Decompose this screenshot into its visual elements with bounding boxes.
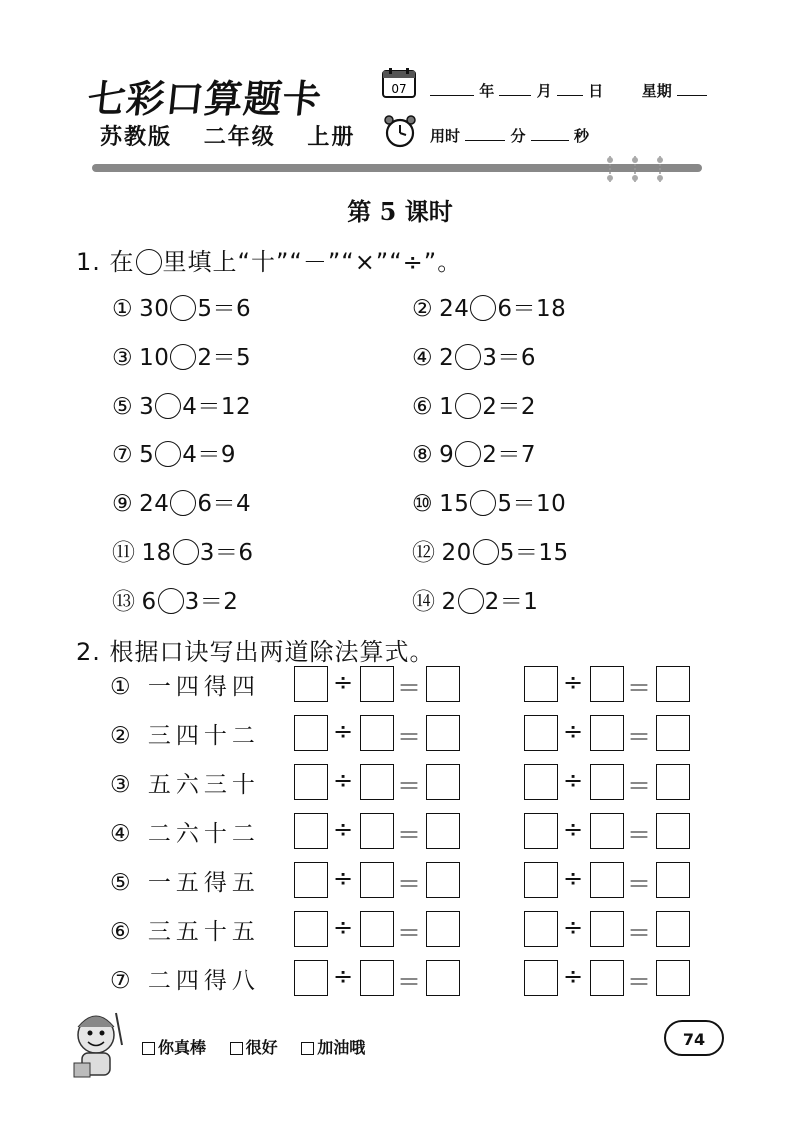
multiplication-rhyme: ⑥ 三五十五 (110, 919, 260, 945)
equation-number: ⑩ (412, 491, 434, 518)
equation-number: ⑨ (112, 491, 134, 518)
quotient-box[interactable] (656, 666, 690, 702)
division-sign: ÷ (332, 864, 354, 892)
operator-answer-circle[interactable] (155, 441, 181, 467)
division-sign: ÷ (562, 815, 584, 843)
question-1-suffix: 里填上“十”“－”“×”“÷”。 (162, 248, 463, 276)
division-sign: ÷ (562, 962, 584, 990)
divisor-box[interactable] (360, 911, 394, 947)
operator-answer-circle[interactable] (470, 295, 496, 321)
divisor-box[interactable] (590, 911, 624, 947)
equation-right-side: 3＝6 (482, 344, 537, 371)
dividend-box[interactable] (524, 960, 558, 996)
weekday-label: 星期 (641, 82, 672, 100)
dividend-box[interactable] (294, 813, 328, 849)
divisor-box[interactable] (360, 764, 394, 800)
edition-info (100, 120, 377, 151)
rating-option-good[interactable]: 很好 (230, 1038, 278, 1057)
quotient-box[interactable] (656, 862, 690, 898)
equation-right-side: 2＝5 (197, 344, 252, 371)
equals-sign: ＝ (397, 919, 421, 947)
dividend-box[interactable] (294, 862, 328, 898)
question-2-title: 2. 根据口诀写出两道除法算式。 (76, 638, 435, 666)
second-label: 秒 (573, 127, 589, 145)
divisor-box[interactable] (590, 813, 624, 849)
equation-right-side: 3＝6 (199, 540, 254, 566)
question-1-title (76, 242, 462, 277)
equals-sign: ＝ (627, 821, 651, 849)
equation-item (412, 339, 536, 372)
dividend-box[interactable] (294, 666, 328, 702)
year-label: 年 (479, 82, 495, 100)
division-sign: ÷ (332, 913, 354, 941)
lesson-title: 第 5 课时 (347, 197, 453, 226)
dividend-box[interactable] (524, 666, 558, 702)
dividend-box[interactable] (524, 911, 558, 947)
division-row (110, 666, 710, 706)
edition-publisher: 苏教版 (100, 125, 173, 150)
divisor-box[interactable] (590, 715, 624, 751)
equation-number: ⑬ (112, 588, 136, 615)
equation-right-side: 2＝2 (482, 393, 537, 420)
equation-right-side: 6＝18 (497, 296, 567, 322)
equation-left-operand: 2 (439, 344, 455, 371)
divisor-box[interactable] (360, 862, 394, 898)
division-sign: ÷ (332, 962, 354, 990)
equation-left-operand: 15 (439, 491, 470, 518)
dividend-box[interactable] (524, 764, 558, 800)
equation-number: ⑧ (412, 442, 434, 469)
equation-right-side: 2＝1 (484, 588, 539, 615)
equation-left-operand: 9 (439, 442, 455, 469)
divisor-box[interactable] (360, 715, 394, 751)
equation-number: ③ (112, 344, 134, 371)
equals-sign: ＝ (627, 723, 651, 751)
operator-answer-circle[interactable] (455, 393, 481, 419)
multiplication-rhyme: ① 一四得四 (110, 674, 260, 700)
equation-right-side: 3＝2 (184, 588, 239, 615)
division-sign: ÷ (562, 864, 584, 892)
equation-number: ④ (412, 344, 434, 371)
cartoon-boy-icon (64, 1005, 134, 1083)
operator-answer-circle[interactable] (470, 490, 496, 516)
divisor-box[interactable] (590, 764, 624, 800)
dividend-box[interactable] (524, 813, 558, 849)
equation-left-operand: 3 (139, 393, 155, 420)
equals-sign: ＝ (627, 772, 651, 800)
equation-left-operand: 1 (439, 393, 455, 420)
multiplication-rhyme: ③ 五六三十 (110, 772, 260, 798)
alarm-clock-icon (382, 114, 418, 148)
dividend-box[interactable] (294, 715, 328, 751)
equation-left-operand: 18 (141, 540, 172, 566)
brand-logo: 七彩口算题卡 (85, 76, 325, 121)
equation-left-operand: 2 (441, 588, 457, 615)
multiplication-rhyme: ④ 二六十二 (110, 821, 260, 847)
calendar-icon (382, 68, 416, 98)
minute-label: 分 (510, 127, 526, 145)
quotient-box[interactable] (656, 960, 690, 996)
equation-item (112, 534, 254, 567)
operator-answer-circle[interactable] (458, 588, 484, 614)
equation-item (112, 583, 238, 616)
equation-left-operand: 10 (139, 344, 170, 371)
equation-number: ⑦ (112, 442, 134, 469)
dividend-box[interactable] (524, 715, 558, 751)
self-rating-options (142, 1035, 383, 1058)
equation-left-operand: 30 (139, 296, 170, 322)
equation-item (412, 388, 536, 421)
rating-checkbox[interactable] (142, 1042, 155, 1055)
time-used-label: 用时 (430, 127, 461, 145)
operator-answer-circle[interactable] (170, 490, 196, 516)
answer-circle-example (136, 249, 162, 275)
equation-left-operand: 5 (139, 442, 155, 469)
divisor-box[interactable] (360, 813, 394, 849)
equation-item (412, 485, 566, 518)
quotient-box[interactable] (426, 764, 460, 800)
question-1-prefix: 1. 在 (76, 248, 135, 276)
equals-sign: ＝ (627, 674, 651, 702)
dividend-box[interactable] (294, 911, 328, 947)
time-fields (430, 125, 589, 146)
equals-sign: ＝ (397, 968, 421, 996)
multiplication-rhyme: ② 三四十二 (110, 723, 260, 749)
operator-answer-circle[interactable] (170, 344, 196, 370)
equation-right-side: 5＝10 (497, 491, 567, 518)
division-sign: ÷ (562, 766, 584, 794)
equals-sign: ＝ (627, 870, 651, 898)
equation-number: ⑭ (412, 588, 436, 615)
equation-number: ⑤ (112, 393, 134, 420)
equation-number: ⑥ (412, 393, 434, 420)
operator-answer-circle[interactable] (173, 539, 199, 565)
division-sign: ÷ (332, 766, 354, 794)
rating-checkbox[interactable] (301, 1042, 314, 1055)
equation-left-operand: 24 (439, 296, 470, 322)
page-number: 74 (664, 1020, 724, 1056)
rating-checkbox[interactable] (230, 1042, 243, 1055)
divider-dots-decoration (600, 156, 670, 182)
operator-answer-circle[interactable] (158, 588, 184, 614)
equation-left-operand: 24 (139, 491, 170, 518)
equation-right-side: 4＝9 (182, 442, 237, 469)
equation-right-side: 4＝12 (182, 393, 252, 420)
quotient-box[interactable] (656, 813, 690, 849)
equation-item (112, 436, 236, 469)
dividend-box[interactable] (524, 862, 558, 898)
equation-item (112, 290, 251, 323)
quotient-box[interactable] (656, 715, 690, 751)
equation-item (112, 485, 251, 518)
equation-number: ⑪ (112, 540, 136, 566)
quotient-box[interactable] (656, 764, 690, 800)
multiplication-rhyme: ⑦ 二四得八 (110, 968, 260, 994)
division-sign: ÷ (332, 717, 354, 745)
equals-sign: ＝ (397, 821, 421, 849)
operator-answer-circle[interactable] (455, 344, 481, 370)
division-row (110, 960, 710, 1000)
equals-sign: ＝ (397, 870, 421, 898)
divisor-box[interactable] (590, 666, 624, 702)
division-row (110, 813, 710, 853)
equals-sign: ＝ (397, 674, 421, 702)
equation-item (112, 388, 251, 421)
equals-sign: ＝ (397, 723, 421, 751)
equation-right-side: 6＝4 (197, 491, 252, 518)
quotient-box[interactable] (426, 960, 460, 996)
division-row (110, 764, 710, 804)
quotient-box[interactable] (426, 715, 460, 751)
equals-sign: ＝ (397, 772, 421, 800)
divisor-box[interactable] (590, 960, 624, 996)
day-label: 日 (588, 82, 604, 100)
operator-answer-circle[interactable] (155, 393, 181, 419)
equation-number: ② (412, 296, 434, 322)
quotient-box[interactable] (426, 666, 460, 702)
dividend-box[interactable] (294, 764, 328, 800)
division-sign: ÷ (332, 668, 354, 696)
equation-left-operand: 6 (141, 588, 157, 615)
rating-option-keep-going[interactable]: 加油哦 (301, 1038, 365, 1057)
edition-volume: 上册 (307, 125, 356, 150)
division-row (110, 862, 710, 902)
equation-left-operand: 20 (441, 540, 472, 566)
equation-right-side: 2＝7 (482, 442, 537, 469)
division-sign: ÷ (332, 815, 354, 843)
division-sign: ÷ (562, 668, 584, 696)
rating-option-great[interactable]: 你真棒 (142, 1038, 206, 1057)
operator-answer-circle[interactable] (170, 295, 196, 321)
edition-grade: 二年级 (203, 125, 276, 150)
equals-sign: ＝ (627, 968, 651, 996)
divisor-box[interactable] (590, 862, 624, 898)
month-label: 月 (536, 82, 552, 100)
equation-item (412, 534, 569, 567)
division-sign: ÷ (562, 913, 584, 941)
quotient-box[interactable] (426, 911, 460, 947)
operator-answer-circle[interactable] (455, 441, 481, 467)
equation-number: ⑫ (412, 540, 436, 566)
equation-item (412, 290, 566, 323)
date-fields (430, 80, 707, 101)
dividend-box[interactable] (294, 960, 328, 996)
equation-number: ① (112, 296, 134, 322)
division-row (110, 715, 710, 755)
division-sign: ÷ (562, 717, 584, 745)
quotient-box[interactable] (656, 911, 690, 947)
operator-answer-circle[interactable] (473, 539, 499, 565)
equation-item (412, 436, 536, 469)
quotient-box[interactable] (426, 862, 460, 898)
divisor-box[interactable] (360, 960, 394, 996)
quotient-box[interactable] (426, 813, 460, 849)
division-row (110, 911, 710, 951)
equation-item (412, 583, 538, 616)
divisor-box[interactable] (360, 666, 394, 702)
calendar-day: 07 (391, 82, 407, 96)
equation-item (112, 339, 251, 372)
equals-sign: ＝ (627, 919, 651, 947)
equation-right-side: 5＝6 (197, 296, 252, 322)
multiplication-rhyme: ⑤ 一五得五 (110, 870, 260, 896)
equation-right-side: 5＝15 (499, 540, 569, 566)
